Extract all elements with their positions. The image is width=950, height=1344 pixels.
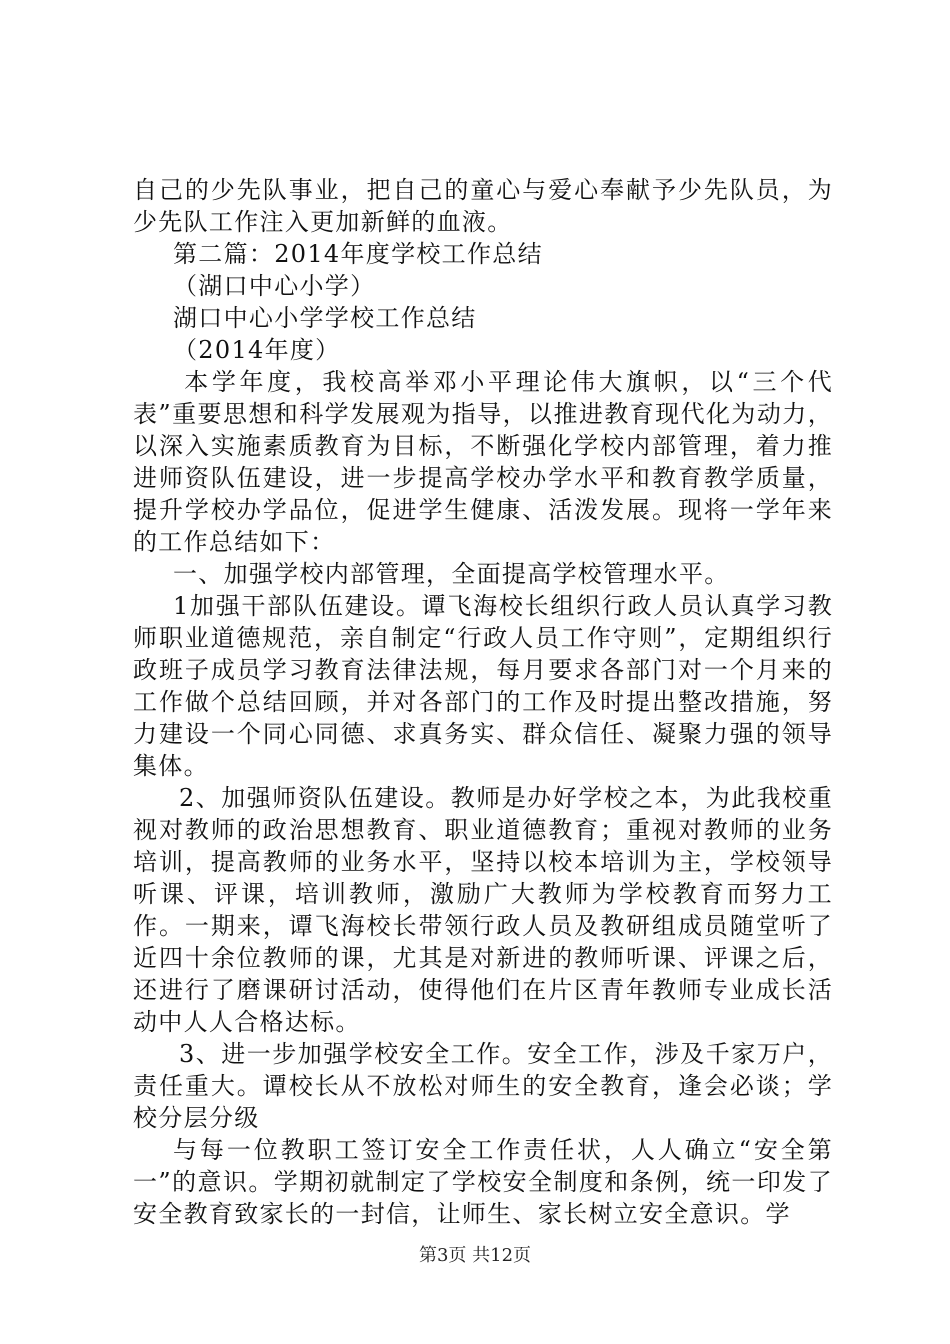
report-title: 湖口中心小学学校工作总结 [173,304,477,332]
report-year: （2014年度） [173,336,341,364]
page-number-footer: 第3页 共12页 [418,1245,532,1266]
school-name-note: （湖口中心小学） [173,272,376,300]
paragraph-item-2: 2、加强师资队伍建设。教师是办好学校之本，为此我校重视对教师的政治思想教育、职业道德教育；重视对教师的业务培训，提高教师的业务水平，坚持以校本培训为主，学校领导听课、评课，培训教师，激励广大教师为学校教育而努力工作。一期来，谭飞海校长带领行政人员及教研组成员随堂听了近四十余位教师的课，尤其是对新进的教师听课、评课之后，还进行了磨课研讨活动，使得他们在片区青年教师专业成长活动中人人合格达标。 [133,784,833,1036]
paragraph-intro: 本学年度，我校高举邓小平理论伟大旗帜，以“三个代表”重要思想和科学发展观为指导，以推进教育现代化为动力，以深入实施素质教育为目标，不断强化学校内部管理，着力推进师资队伍建设，进一步提高学校办学水平和教育教学质量，提升学校办学品位，促进学生健康、活泼发展。现将一学年来的工作总结如下： [133,368,833,556]
paragraph-continuation: 自己的少先队事业，把自己的童心与爱心奉献予少先队员，为少先队工作注入更加新鲜的血液。 [133,176,833,236]
document-body [133,174,833,1230]
heading-section-one: 一、加强学校内部管理，全面提高学校管理水平。 [173,560,730,588]
paragraph-safety-continued: 与每一位教职工签订安全工作责任状，人人确立“安全第一”的意识。学期初就制定了学校安全制度和条例，统一印发了安全教育致家长的一封信，让师生、家长树立安全意识。学 [133,1136,833,1228]
paragraph-item-3: 3、进一步加强学校安全工作。安全工作，涉及千家万户，责任重大。谭校长从不放松对师生的安全教育，逢会必谈；学校分层分级 [133,1040,833,1132]
section-title: 第二篇：2014年度学校工作总结 [173,240,543,268]
paragraph-item-1: 1加强干部队伍建设。谭飞海校长组织行政人员认真学习教师职业道德规范，亲自制定“行政人员工作守则”，定期组织行政班子成员学习教育法律法规，每月要求各部门对一个月来的工作做个总结回顾，并对各部门的工作及时提出整改措施，努力建设一个同心同德、求真务实、群众信任、凝聚力强的领导集体。 [133,592,833,780]
